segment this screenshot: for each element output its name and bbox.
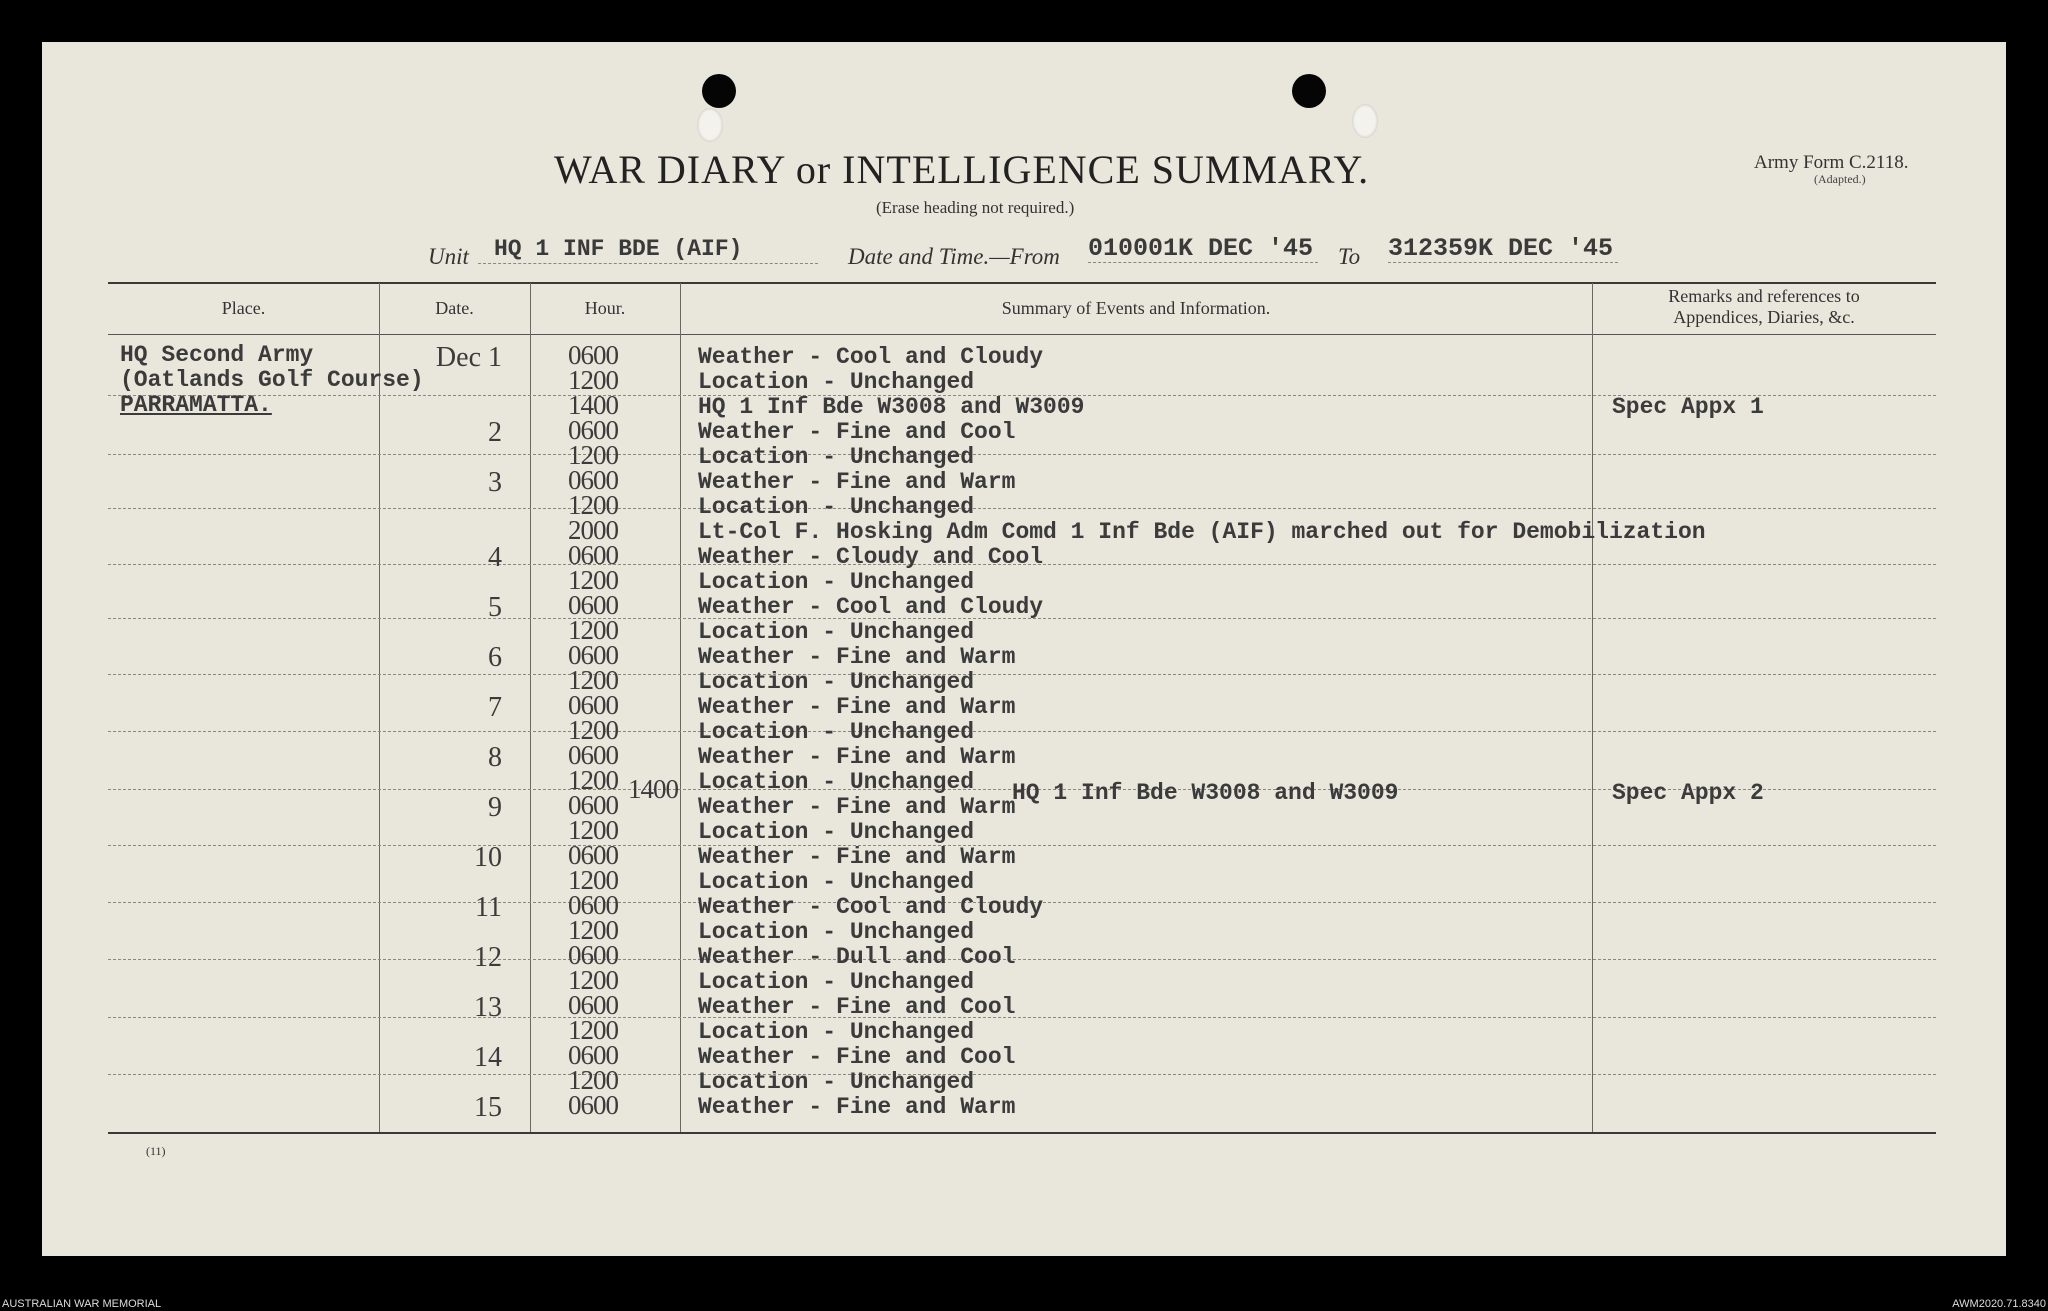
- entry-date: 2: [488, 417, 502, 448]
- remarks-header-line2: Appendices, Diaries, &c.: [1673, 307, 1855, 327]
- entry-date: 14: [474, 1042, 502, 1073]
- entry-text: Location - Unchanged: [698, 569, 975, 595]
- entry-text: Weather - Fine and Warm: [698, 469, 1016, 495]
- date-time-label: Date and Time.—From: [848, 244, 1060, 269]
- entry-text: Weather - Fine and Warm: [698, 1094, 1016, 1120]
- row-separator: [108, 731, 1936, 732]
- entry-hour: 1200: [568, 865, 618, 895]
- entry-hour: 1200: [568, 965, 618, 995]
- entry-hour: 0600: [568, 540, 618, 570]
- entry-date: 3: [488, 467, 502, 498]
- erase-note: (Erase heading not required.): [876, 198, 1075, 217]
- entry-text: Weather - Fine and Warm: [698, 644, 1016, 670]
- date-from-value: 010001K DEC '45: [1088, 234, 1314, 263]
- entry-hour: 1200: [568, 1015, 618, 1045]
- entry-hour: 0600: [568, 690, 618, 720]
- punch-hole: [1292, 74, 1326, 108]
- entry-date: 8: [488, 742, 502, 773]
- place-line: (Oatlands Golf Course): [120, 367, 424, 393]
- entry-hour: 0600: [568, 590, 618, 620]
- entry-text: Location - Unchanged: [698, 819, 975, 845]
- footer-right: AWM2020.71.8340: [1952, 1298, 2046, 1310]
- column-divider: [530, 283, 531, 1132]
- remarks-header-line1: Remarks and references to: [1668, 286, 1860, 306]
- place-line: PARRAMATTA.: [120, 392, 272, 418]
- entry-hour: 1200: [568, 665, 618, 695]
- entry-text: Weather - Fine and Warm: [698, 694, 1016, 720]
- entry-hour: 1400: [568, 390, 618, 420]
- entry-text: Location - Unchanged: [698, 619, 975, 645]
- entry-hour: 0600: [568, 640, 618, 670]
- entry-text: Weather - Fine and Warm: [698, 844, 1016, 870]
- entry-date: 4: [488, 542, 502, 573]
- entry-text: Location - Unchanged: [698, 919, 975, 945]
- entry-text: Location - Unchanged: [698, 969, 975, 995]
- row-separator: [108, 959, 1936, 960]
- column-divider: [379, 283, 380, 1132]
- entry-hour: 1200: [568, 765, 618, 795]
- entry-date: Dec 1: [435, 342, 502, 373]
- column-header-date: Date.: [435, 298, 474, 318]
- entry-text: Location - Unchanged: [698, 444, 975, 470]
- table-bottom-rule: [108, 1132, 1936, 1134]
- entry-hour: 1200: [568, 615, 618, 645]
- entry-hour: 0600: [568, 990, 618, 1020]
- entry-date: 10: [474, 842, 502, 873]
- entry-text: Weather - Dull and Cool: [698, 944, 1016, 970]
- form-adapted: (Adapted.): [1814, 172, 1866, 186]
- column-divider: [1592, 283, 1593, 1132]
- entry-date: 11: [475, 892, 502, 923]
- entry-hour: 1200: [568, 715, 618, 745]
- entry-hour: 1200: [568, 565, 618, 595]
- to-label: To: [1338, 244, 1361, 269]
- entry-hour: 1200: [568, 815, 618, 845]
- entry-text: Weather - Cool and Cloudy: [698, 594, 1044, 620]
- entry-date: 9: [488, 792, 502, 823]
- entry-text: Location - Unchanged: [698, 869, 975, 895]
- entry-text: Location - Unchanged: [698, 1019, 975, 1045]
- entry-hour: 1200: [568, 490, 618, 520]
- entry-text: Location - Unchanged: [698, 494, 975, 520]
- entry-hour: 0600: [568, 340, 618, 370]
- place-line: HQ Second Army: [120, 342, 314, 368]
- page-title: WAR DIARY or INTELLIGENCE SUMMARY.: [554, 147, 1370, 192]
- column-header-place: Place.: [221, 298, 266, 318]
- row-separator: [108, 508, 1936, 509]
- footer-left: AUSTRALIAN WAR MEMORIAL: [2, 1298, 162, 1310]
- header-rule: [108, 334, 1936, 335]
- entry-date: 12: [474, 942, 502, 973]
- entry-hour: 1200: [568, 365, 618, 395]
- from-underline: [1088, 262, 1318, 263]
- unit-underline: [478, 263, 818, 264]
- entry-hour: 1200: [568, 440, 618, 470]
- entry-text: Location - Unchanged: [698, 669, 975, 695]
- entry-text: Weather - Fine and Cool: [698, 1044, 1016, 1070]
- entry-hour: 0600: [568, 840, 618, 870]
- staple-mark: [1352, 104, 1378, 138]
- entry-date: 15: [474, 1092, 502, 1123]
- row-separator: [108, 845, 1936, 846]
- unit-label: Unit: [428, 244, 469, 269]
- entry-hour: 0600: [568, 1090, 618, 1120]
- entry-date: 13: [474, 992, 502, 1023]
- entry-text: Location - Unchanged: [698, 769, 975, 795]
- entry-text: Location - Unchanged: [698, 1069, 975, 1095]
- form-number: Army Form C.2118.: [1754, 152, 1909, 173]
- entry-hour: 0600: [568, 740, 618, 770]
- entry-hour: 0600: [568, 790, 618, 820]
- entry-hour: 2000: [568, 515, 618, 545]
- staple-mark: [697, 108, 723, 142]
- entry-hour: 1200: [568, 915, 618, 945]
- entry-hour: 1200: [568, 1065, 618, 1095]
- remark-text: Spec Appx 2: [1612, 780, 1764, 806]
- to-underline: [1388, 262, 1618, 263]
- entry-text: Weather - Fine and Warm: [698, 744, 1016, 770]
- row-separator: [108, 1017, 1936, 1018]
- row-separator: [108, 454, 1936, 455]
- unit-value: HQ 1 INF BDE (AIF): [494, 236, 743, 262]
- entry-text: Weather - Cloudy and Cool: [698, 544, 1044, 570]
- table-top-rule: [108, 282, 1936, 284]
- punch-hole: [702, 74, 736, 108]
- diary-page: [42, 42, 2006, 1256]
- entry-hour: 1400: [628, 774, 678, 804]
- entry-text: Weather - Fine and Warm: [698, 794, 1016, 820]
- entry-hour: 0600: [568, 465, 618, 495]
- entry-hour: 0600: [568, 1040, 618, 1070]
- entry-text: Weather - Cool and Cloudy: [698, 344, 1044, 370]
- entry-hour: 0600: [568, 940, 618, 970]
- entry-text: HQ 1 Inf Bde W3008 and W3009: [1012, 780, 1399, 806]
- entry-hour: 0600: [568, 415, 618, 445]
- entry-text: Location - Unchanged: [698, 719, 975, 745]
- entry-text: Location - Unchanged: [698, 369, 975, 395]
- entry-date: 7: [488, 692, 502, 723]
- entry-text: Weather - Cool and Cloudy: [698, 894, 1044, 920]
- row-separator: [108, 674, 1936, 675]
- entry-text: Lt-Col F. Hosking Adm Comd 1 Inf Bde (AIF) marched out for Demobilization: [698, 519, 1706, 545]
- entry-text: HQ 1 Inf Bde W3008 and W3009: [698, 394, 1085, 420]
- entry-text: Weather - Fine and Cool: [698, 419, 1016, 445]
- entry-text: Weather - Fine and Cool: [698, 994, 1016, 1020]
- row-separator: [108, 1074, 1936, 1075]
- date-to-value: 312359K DEC '45: [1388, 234, 1614, 263]
- entry-date: 5: [488, 592, 502, 623]
- entry-hour: 0600: [568, 890, 618, 920]
- remark-text: Spec Appx 1: [1612, 394, 1764, 420]
- column-divider: [680, 283, 681, 1132]
- form-code: (11): [146, 1144, 166, 1158]
- column-header-remarks: [1592, 286, 1936, 328]
- column-header-summary: Summary of Events and Information.: [1001, 298, 1271, 318]
- column-header-hour: Hour.: [584, 298, 626, 318]
- entry-date: 6: [488, 642, 502, 673]
